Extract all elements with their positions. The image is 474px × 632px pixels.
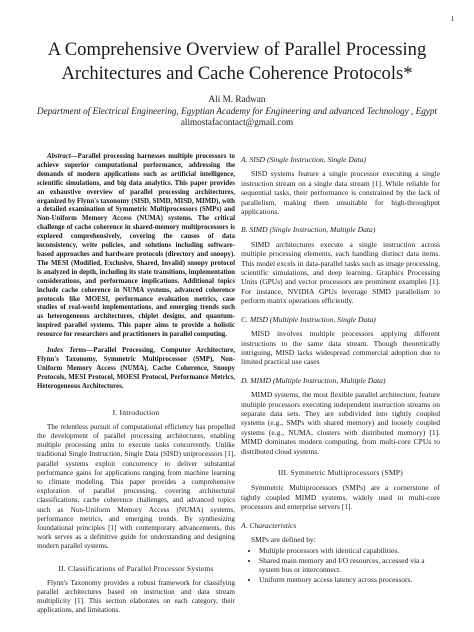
section-heading-introduction: I. Introduction [112,407,160,417]
title-line-1: A Comprehensive Overview of Parallel Processing [47,39,427,60]
section-heading-classifications: II. Classifications of Parallel Processor Systems [58,563,214,573]
subsection-heading-simd: B. SIMD (Single Instruction, Multiple Data) [241,225,376,235]
affiliation: Department of Electrical Engineering, Egyptian Academy for Engineering and advanced Technology , Egypt [36,105,438,116]
classifications-text: Flynn's Taxonomy provides a robust framework for classifying parallel architectures based on instruction and data stream multiplicity [1]. This section elaborates on each category, their applications, and limitations. [37,578,235,615]
index-terms-lead: Index Terms [47,347,87,355]
smp-text: Symmetric Multiprocessors (SMPs) are a cornerstone of tightly coupled MIMD systems, widely used in multi-core processors and enterprise servers [1]. [241,483,440,512]
characteristics-intro: SMPs are defined by: [251,535,316,544]
abstract [37,153,235,340]
simd-text: SIMD architectures execute a single instruction across multiple processing elements, each handling distinct data items. This model excels in data-parallel tasks such as image processing, scientific simulations, and deep learning. Graphics Processing Units (GPUs) and vector processors are prominent examples [1]. For instance, NVIDIA GPUs leverage SIMD parallelism to perform matrix operations efficiently. [241,239,440,306]
author-email: alimostafacontact@gmail.com [180,117,294,127]
index-terms [37,347,235,392]
misd-text: MISD involves multiple processors applying different instructions to the same data stream. Though theoretically intriguing, MISD lacks widespread commercial adoption due to limited practical use cases [241,329,440,367]
characteristics-list [241,546,440,584]
title-line-2: Architectures and Cache Coherence Protocols* [61,63,413,84]
author-block [0,94,474,129]
subsection-heading-sisd: A. SISD (Single Instruction, Single Data) [241,155,367,164]
list-item: • Shared main memory and I/O resources, accessed via a system bus or interconnect. [259,556,440,575]
introduction-text: The relentless pursuit of computational efficiency has propelled the development of parallel processing architectures, enabling multiple processing units to execute tasks concurrently. Unlike traditional Single Instruction, Single Data (SISD) uniprocessors [1], parallel systems exploit concurrency to deliver substantial performance gains for applications ranging from machine learning to climate modeling. This paper provides a comprehensive exploration of parallel processing, covering architectural classifications, cache coherence challenges, and advanced topics such as Non-Uniform Memory Access (NUMA) systems, performance metrics, and emerging trends. By synthesizing foundational principles [1] with contemporary advancements, this work serves as a definitive guide for understanding and designing modern parallel systems. [37,422,235,551]
list-item: • Uniform memory access latency across processors. [259,575,440,584]
subsection-heading-misd: C. MISD (Multiple Instruction, Single Data) [241,314,376,324]
page-number: 1 [450,15,454,23]
sisd-text: SISD systems feature a single processor executing a single instruction stream on a single data stream [1]. While reliable for sequential tasks, their performance is constrained by the lack of parallelism, making them unsuitable for high-throughput applications. [241,169,440,217]
right-column [241,155,440,584]
left-column [37,153,235,616]
list-item: • Multiple processors with identical capabilities. [259,546,440,555]
index-terms-text: —Parallel Processing, Computer Architecture, Flynn's Taxonomy, Symmetric Multiprocessor (SMP), Non-Uniform Memory Access (NUMA), Cache Coherence, Snoopy Protocols, MESI Protocol, MOESI Protocol, Performance Metrics, Heterogeneous Architectures. [37,347,235,390]
abstract-lead: Abstract [47,153,71,160]
subsection-heading-characteristics: A. Characteristics [241,520,297,530]
author-name: Ali M. Radwan [208,94,266,104]
mimd-text: MIMD systems, the most flexible parallel architecture, feature multiple processors executing independent instruction streams on separate data sets. They are subdivided into tightly coupled systems (e.g., SMPs with shared memory) and loosely coupled systems (e.g., NUMA, clusters with distributed memory) [1]. MIMD dominates modern computing, from multi-core CPUs to distributed cloud systems. [241,390,440,456]
paper-title [0,38,474,86]
subsection-heading-mimd: D. MIMD (Multiple Instruction, Multiple Data) [241,375,386,385]
section-heading-smp: III. Symmetric Multiprocessors (SMP) [278,467,403,477]
abstract-text: —Parallel processing harnesses multiple processors to achieve superior computational performance, addressing the demands of modern applications such as artificial intelligence, scientific simulations, and big data analytics. This paper provides an exhaustive overview of parallel processing architectures, organized by Flynn's taxonomy (SISD, SIMD, MISD, MIMD), with a detailed examination of Symmetric Multiprocessors (SMPs) and Non-Uniform Memory Access (NUMA) systems. The critical challenge of cache coherence in shared-memory multiprocessors is explored comprehensively, covering the causes of data inconsistency, write policies, and solutions including software-based approaches and hardware protocols (directory and snoopy). The MESI (Modified, Exclusive, Shared, Invalid) snoopy protocol is analyzed in depth, including its state transitions, implementation considerations, and performance implications. Additional topics include cache coherence in NUMA systems, advanced coherence protocols like MOESI, performance evaluation metrics, case studies of real-world implementations, and emerging trends such as heterogeneous architectures, chiplet designs, and quantum-inspired parallel systems. This paper aims to provide a holistic resource for researchers and practitioners in parallel computing. [37,153,235,339]
